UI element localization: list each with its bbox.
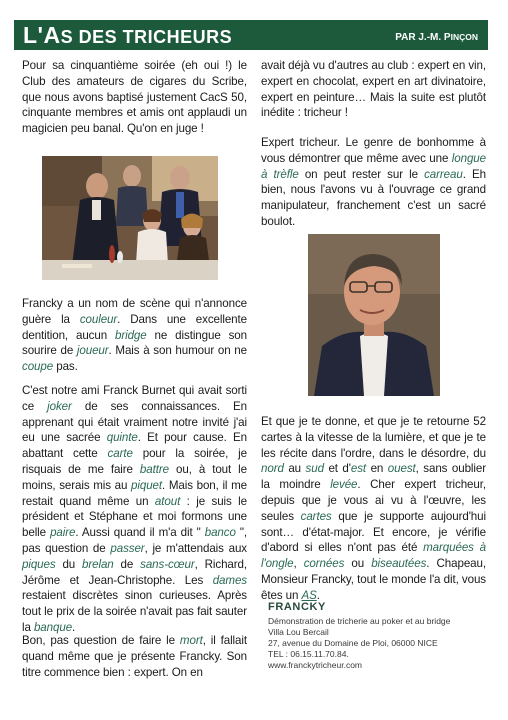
signature-website: www.franckytricheur.com [268,660,362,670]
paragraph-stage-name: Francky a un nom de scène qui n'annonce guère la couleur. Dans une excellente dentition, aucun bridge ne distingue son sourire de joueur. Mais à son humour on ne coupe pas. [22,297,248,374]
article-byline: PAR J.-M. PINÇON [395,32,478,43]
signature-phone: TEL : 06.15.11.70.84. [268,649,349,659]
article-header [14,20,488,50]
photo-table-scene [42,156,218,280]
signature-address-name: Villa Lou Bercail [268,627,329,637]
photo-francky-portrait [308,234,440,396]
article-title: L'AS DES TRICHEURS [23,22,233,48]
signature-description: Démonstration de tricherie au poker et au bridge [268,616,451,626]
signature-name: FRANCKY [268,601,326,613]
paragraph-intro: Pour sa cinquantième soirée (eh oui !) le Club des amateurs de cigares du Scribe, que nous avons baptisé justement CacS 50, cinquante membres et amis ont applaudi un magicien peu banal. Qu'on en juge ! [22,59,247,136]
signature-block [268,600,490,671]
paragraph-experts: avait déjà vu d'autres au club : expert en vin, expert en chocolat, expert en art divinatoire, expert en peinture… Mais la suite est plutôt inédite : tricheur ! [261,59,486,120]
signature-address: 27, avenue du Domaine de Ploi, 06000 NICE [268,638,438,648]
paragraph-presentation: Bon, pas question de faire le mort, il fallait quand même que je présente Francky. Son titre commence bien : expert. On en [22,634,247,679]
paragraph-expert-tricheur: Expert tricheur. Le genre de bonhomme à vous démontrer que même avec une longue à trèfle on peut rester sur le carreau. Eh bien, nous l'avons vu à l'ouvrage ce grand manipulateur, franchement c'est un sacré boulot. [261,136,486,228]
paragraph-52-cartes: Et que je te donne, et que je te retourne 52 cartes à la vitesse de la lumière, et que je te les récite dans l'ordre, dans le désordre, du nord au sud et d'est en ouest, sans oublier la moindre levée. Cher expert tricheur, depuis que je vous ai vu à l'œuvre, les seules cartes que je supporte aujourd'hui sont… d'état-major. Et encore, je vérifie d'abord si elles n'ont pas été marquées à l'ongle, cornées ou biseautées. Chapeau, Monsieur Francky, tout le monde l'a dit, vous êtes un AS. [261,415,486,602]
paragraph-franck-burnet: C'est notre ami Franck Burnet qui avait sorti ce joker de ses connaissances. En apprenant qui était vraiment notre invité j'ai eu une sacrée quinte. Et pour cause. En abattant cette carte pour la soirée, je risquais de me faire battre ou, à tout le moins, serais mis au piquet. Mais bon, il me restait quand même un atout : je suis le président et Stéphane et moi formons une belle paire. Aussi quand il m'a dit " banco ", pas question de passer, je m'attendais aux piques du brelan de sans-cœur, Richard, Jérôme et Jean-Christophe. Les dames restaient discrètes sinon curieuses. Après tout le prix de la soirée n'avait pas fait sauter la banque. [22,384,248,634]
